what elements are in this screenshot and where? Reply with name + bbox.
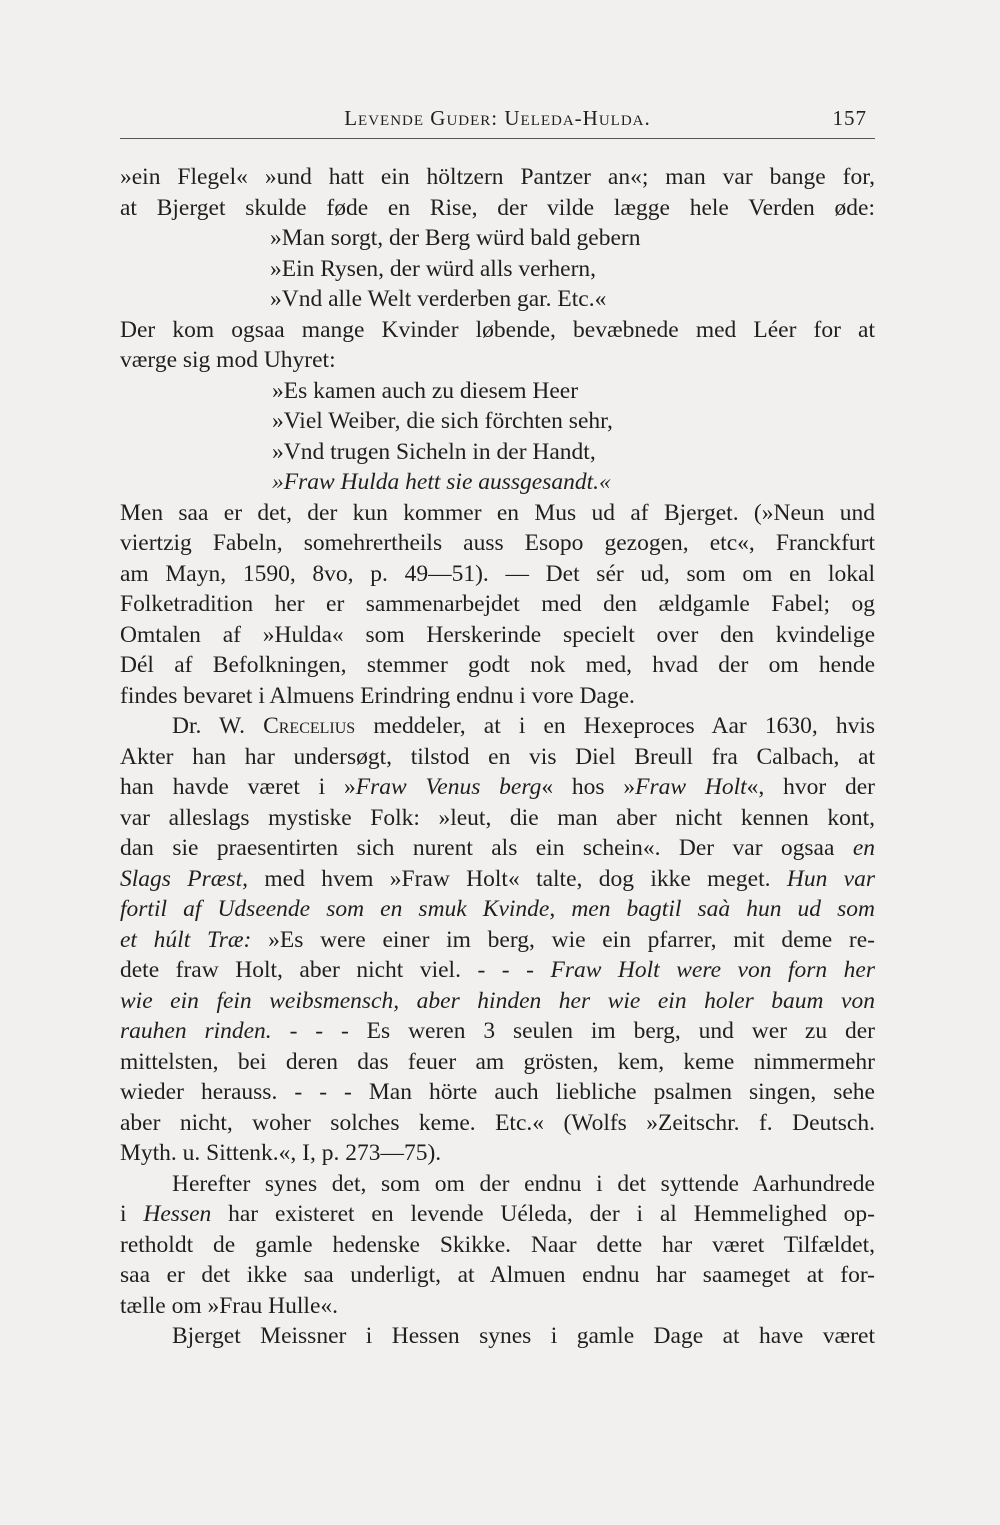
text-run: dete fraw Holt, aber nicht viel. - - -	[120, 957, 551, 983]
text-run: «, hvor der	[746, 774, 875, 800]
italic-run: et húlt Træ:	[120, 926, 252, 953]
text-run: dan sie praesentirten sich nurent als ein schein«. Der var ogsaa	[120, 835, 853, 861]
text-line: Der kom ogsaa mange Kvinder løbende, bevæbnede med Léer for at	[120, 316, 875, 343]
text-line	[120, 772, 875, 803]
text-line	[120, 833, 875, 864]
text-line: wieder herauss. - - - Man hörte auch liebliche psalmen singen, sehe	[120, 1079, 875, 1105]
text-line	[120, 955, 875, 986]
text-run: meddeler, at i en Hexeproces Aar 1630, hvis	[355, 713, 875, 739]
text-line: viertzig Fabeln, somehrertheils auss Esopo gezogen, etc«, Franckfurt	[120, 530, 875, 556]
page-number: 157	[832, 106, 867, 130]
text-run: har existeret en levende Uéleda, der i al Hemmelighed op-	[211, 1201, 875, 1227]
text-run: Dr. W.	[172, 713, 264, 739]
text-line	[120, 925, 875, 956]
text-line	[120, 986, 875, 1017]
verse-line: »Ein Rysen, der würd alls verhern,	[270, 255, 597, 282]
text-line: tælle om »Frau Hulle«.	[120, 1292, 339, 1319]
verse-line: »Es kamen auch zu diesem Heer	[272, 377, 579, 404]
verse-line: »Vnd alle Welt verderben gar. Etc.«	[270, 286, 607, 312]
italic-run: en	[852, 835, 875, 861]
text-line: Myth. u. Sittenk.«, I, p. 273—75).	[120, 1140, 442, 1166]
text-line: var alleslags mystiske Folk: »leut, die man aber nicht kennen kont,	[120, 804, 875, 831]
text-line: Omtalen af »Hulda« som Herskerinde specielt over den kvindelige	[120, 621, 875, 648]
text-line: Men saa er det, der kun kommer en Mus ud af Bjerget. (»Neun und	[120, 499, 875, 526]
text-line: Folketradition her er sammenarbejdet med den ældgamle Fabel; og	[120, 591, 875, 617]
text-line: am Mayn, 1590, 8vo, p. 49—51). — Det sér ud, som om en lokal	[120, 560, 875, 587]
italic-run: Hun var	[786, 865, 876, 892]
page-header	[120, 104, 875, 139]
italic-run: wie ein fein weibsmensch, aber hinden her wie ein holer baum von	[120, 987, 875, 1014]
text-line: findes bevaret i Almuens Erindring endnu i vore Dage.	[120, 682, 635, 709]
text-line: at Bjerget skulde føde en Rise, der vilde lægge hele Verden øde:	[120, 194, 875, 221]
text-line: Dél af Befolkningen, stemmer godt nok med, hvad der om hende	[120, 652, 875, 678]
running-title: Levende Guder: Ueleda-Hulda.	[344, 106, 651, 130]
italic-run: Hessen	[143, 1201, 212, 1227]
verse-line: »Vnd trugen Sicheln in der Handt,	[272, 438, 596, 465]
italic-run: Fraw Holt	[635, 774, 747, 800]
body-text	[120, 162, 875, 1352]
italic-run: Slags Præst,	[120, 865, 249, 892]
verse-line: »Man sorgt, der Berg würd bald gebern	[270, 225, 641, 251]
text-line	[120, 711, 875, 742]
text-run: »Es were einer im berg, wie ein pfarrer, mit deme re-	[251, 926, 876, 953]
text-line	[120, 894, 875, 925]
text-line: retholdt de gamle hedenske Skikke. Naar dette har været Tilfældet,	[120, 1231, 875, 1258]
text-line: Herefter synes det, som om der endnu i det syttende Aarhundrede	[172, 1170, 875, 1197]
text-line	[120, 1016, 875, 1047]
text-line: Akter han har undersøgt, tilstod en vis Diel Breull fra Calbach, at	[120, 743, 875, 770]
text-line	[120, 864, 875, 895]
text-line: mittelsten, bei deren das feuer am grösten, kem, keme nimmermehr	[120, 1048, 875, 1075]
text-run: - - - Es weren 3 seulen im berg, und wer zu der	[271, 1018, 875, 1044]
text-line: aber nicht, woher solches keme. Etc.« (Wolfs »Zeitschr. f. Deutsch.	[120, 1109, 875, 1136]
text-run: han havde været i »	[120, 774, 356, 800]
text-line: saa er det ikke saa underligt, at Almuen endnu har saameget at for-	[120, 1262, 875, 1288]
verse-line	[120, 467, 875, 498]
italic-run: rauhen rinden.	[120, 1018, 272, 1044]
text-line: Bjerget Meissner i Hessen synes i gamle Dage at have været	[172, 1323, 875, 1349]
text-run: « hos »	[541, 774, 636, 800]
italic-run: Fraw Venus berg	[355, 774, 542, 800]
text-run: med hvem »Fraw Holt« talte, dog ikke meget.	[248, 865, 787, 892]
verse-line: »Viel Weiber, die sich förchten sehr,	[272, 408, 613, 434]
text-line: »ein Flegel« »und hatt ein höltzern Pantzer an«; man var bange for,	[120, 164, 875, 190]
verse-italic: »Fraw Hulda hett sie aussgesandt.«	[272, 469, 611, 495]
italic-run: fortil af Udseende som en smuk Kvinde, men bagtil saà hun ud som	[120, 896, 875, 922]
text-line	[120, 1199, 875, 1230]
italic-run: Fraw Holt were von forn her	[550, 957, 875, 983]
text-line: værge sig mod Uhyret:	[120, 347, 336, 373]
text-run: i	[120, 1201, 144, 1227]
author-name: Crecelius	[263, 713, 356, 739]
